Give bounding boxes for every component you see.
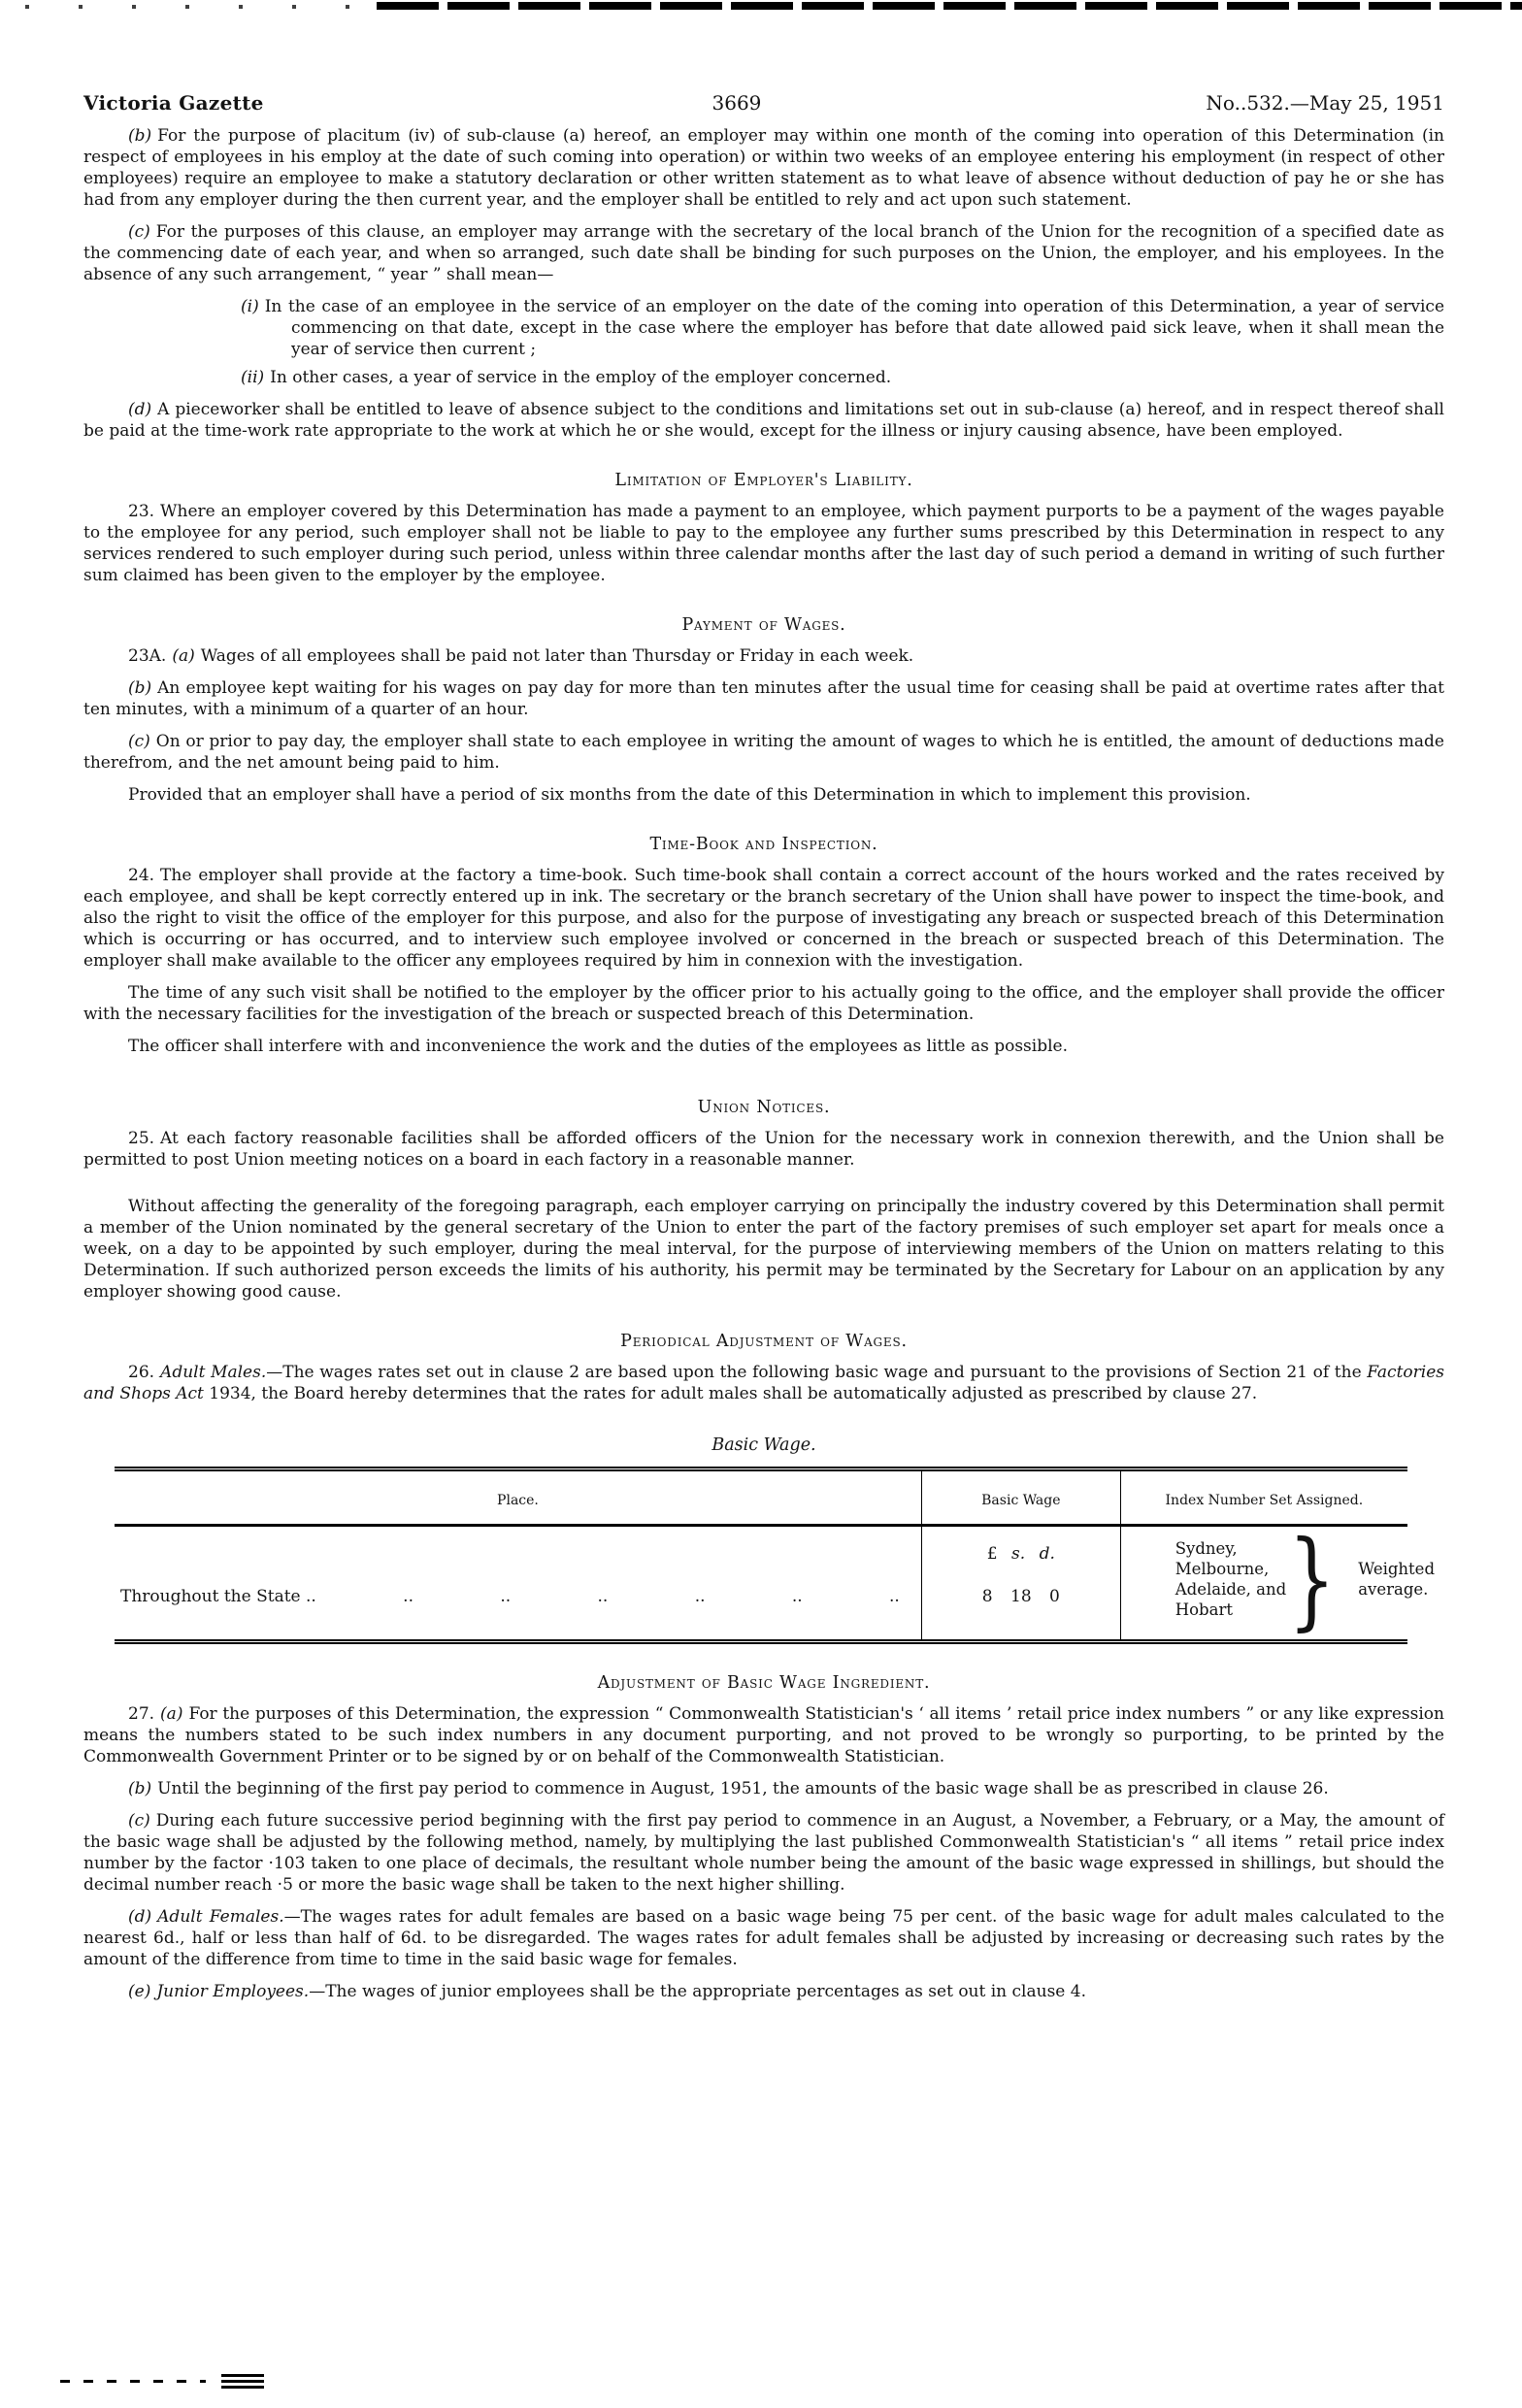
column-header-index-number: Index Number Set Assigned.: [1120, 1469, 1407, 1526]
clause-text: An employee kept waiting for his wages on pay day for more than ten minutes after the usual time for ceasing shall be paid at overtime rates after that ten minutes, with a minimum of a quarter of an hour.: [83, 678, 1444, 719]
clause-text: For the purpose of placitum (iv) of sub-clause (a) hereof, an employer may within one month of the coming into operation of this Determination (in respect of employees in his employ at the date of such coming into operation) or within two weeks of an employee entering his employment (in respect of other employees) require an employee to make a statutory declaration or other written statement as to what leave of absence without deduction of pay he or she has had from any employer during the then current year, and the employer shall be entitled to rely and act upon such statement.: [83, 126, 1444, 210]
clause-number: 23.: [128, 502, 155, 521]
clause-26: [83, 1362, 1444, 1404]
clause-label: (a): [160, 1704, 183, 1724]
place-value-with-leaders: [120, 1587, 915, 1606]
clause-text: The time of any such visit shall be notified to the employer by the officer prior to his actually going to the office, and the employer shall provide the officer with the necessary facilities for the investigation of the breach or suspected breach of this Determination.: [83, 983, 1444, 1024]
clause-b: [83, 125, 1444, 211]
city: Melbourne,: [1175, 1560, 1270, 1578]
clause-text: The officer shall interfere with and inconvenience the work and the duties of the employees as little as possible.: [128, 1037, 1069, 1056]
clause-c: [83, 221, 1444, 285]
clause-number: 24.: [128, 866, 155, 885]
dot-leader: ..: [791, 1587, 803, 1606]
subclause-i: [241, 296, 1444, 360]
clause-text: Without affecting the generality of the foregoing paragraph, each employer carrying on principally the industry covered by this Determination shall permit a member of the Union nominated by the general secretary of the Union to enter the part of the factory premises of such employer set apart for meals once a week, on a day to be appointed by such employer, during the meal interval, for the purpose of interviewing members of the Union on matters relating to this Determination. If such authorized person exceeds the limits of his authority, his permit may be terminated by the Secretary for Labour on an application by any employer showing good cause.: [83, 1197, 1444, 1302]
clause-text: Provided that an employer shall have a period of six months from the date of this Determination in which to implement this provision.: [128, 785, 1251, 805]
city: Adelaide, and: [1175, 1580, 1287, 1599]
gazette-title: Victoria Gazette: [83, 91, 264, 115]
clause-lead-italic: Adult Females.: [157, 1907, 284, 1927]
index-number-content: [1127, 1517, 1436, 1641]
section-heading-union: Union Notices.: [697, 1098, 831, 1117]
page-header: [83, 0, 1444, 115]
clause-label: (e): [128, 1982, 151, 2001]
clause-text: A pieceworker shall be entitled to leave of absence subject to the conditions and limitations set out in sub-clause (a) hereof, and in respect thereof shall be paid at the time-work rate appropriate to the work at which he or she would, except for the illness or injury causing absence, have been employed.: [83, 400, 1444, 441]
city-list: [1175, 1538, 1286, 1620]
cell-index-number: [1120, 1517, 1436, 1642]
scan-artifact-bottom-hatch: [221, 2372, 264, 2389]
city: Sydney,: [1175, 1539, 1238, 1558]
clause-27b: [83, 1778, 1444, 1799]
dot-leader: ..: [889, 1587, 900, 1606]
clause-label: (c): [128, 1811, 150, 1831]
clause-label: (i): [241, 297, 259, 316]
clause-text: Wages of all employees shall be paid not later than Thursday or Friday in each week.: [200, 646, 914, 666]
city: Hobart: [1175, 1600, 1233, 1619]
clause-number: 26.: [128, 1363, 155, 1382]
section-heading-timebook: Time-Book and Inspection.: [649, 835, 878, 854]
pence-symbol: d.: [1039, 1544, 1055, 1564]
column-header-basic-wage: Basic Wage: [921, 1469, 1120, 1526]
clause-text: Where an employer covered by this Determination has made a payment to an employee, which payment purports to be a payment of the wages payable to the employee for any period, such employer shall not be liable to pay to the employee any further sums prescribed by this Determination in respect to any services rendered to such employer during such period, unless within three calendar months after the last day of such period a demand in writing of such further sum claimed has been given to the employer by the employee.: [83, 502, 1444, 585]
wage-amount: 8 18 0: [981, 1587, 1060, 1606]
cell-basic-wage: [921, 1526, 1120, 1642]
clause-number: 27.: [128, 1704, 155, 1724]
brace-icon: }: [1288, 1517, 1337, 1641]
column-header-place: Place.: [115, 1469, 921, 1526]
clause-label: (a): [172, 646, 195, 666]
clause-text: —The wages of junior employees shall be the appropriate percentages as set out in clause 4.: [309, 1982, 1086, 2001]
dot-leader: ..: [694, 1587, 706, 1606]
table-row: [115, 1526, 1407, 1642]
clause-proviso: [83, 784, 1444, 806]
subclause-ii: [241, 367, 1444, 388]
basic-wage-table: [115, 1467, 1436, 1644]
place-value: Throughout the State ..: [120, 1587, 316, 1606]
scan-artifact-top: [377, 2, 1522, 10]
clause-number: 23A.: [128, 646, 167, 666]
clause-23a-c: [83, 731, 1444, 774]
act-title-italic: Factories and Shops Act: [83, 1363, 1444, 1403]
clause-text: During each future successive period beginning with the first pay period to commence in an August, a November, a February, or a May, the amount of the basic wage shall be adjusted by the following method, namely, by multiplying the last published Commonwealth Statistician's “ all items ” retail price index number by the factor ·103 taken to one place of decimals, the resultant whole number being the amount of the basic wage expressed in shillings, but should the decimal number reach ·5 or more the basic wage shall be taken to the next higher shilling.: [83, 1811, 1444, 1895]
section-heading-adjustment: Adjustment of Basic Wage Ingredient.: [597, 1673, 931, 1693]
clause-23a-a: [83, 645, 1444, 667]
weighted-average-label: Weighted average.: [1358, 1560, 1436, 1599]
page-number: 3669: [711, 91, 762, 115]
clause-label: (b): [128, 126, 152, 146]
section-heading-payment: Payment of Wages.: [681, 615, 846, 635]
clause-d: [83, 399, 1444, 442]
section-heading-periodical: Periodical Adjustment of Wages.: [620, 1332, 908, 1351]
shillings-symbol: s.: [1011, 1544, 1026, 1564]
clause-label: (d): [128, 400, 152, 419]
pound-symbol: £: [986, 1544, 998, 1564]
clause-25: [83, 1128, 1444, 1171]
issue-reference: No..532.—May 25, 1951: [1206, 91, 1444, 115]
clause-text: —The wages rates set out in clause 2 are based upon the following basic wage and pursuant to the provisions of Section 21 of the: [266, 1363, 1368, 1382]
clause-text: On or prior to pay day, the employer shall state to each employee in writing the amount of wages to which he is entitled, the amount of deductions made therefrom, and the net amount being paid to him.: [83, 732, 1444, 773]
clause-27e: [83, 1981, 1444, 2002]
clause-text: The employer shall provide at the factory a time-book. Such time-book shall contain a correct account of the hours worked and the rates received by each employee, and shall be kept correctly entered up in ink. The secretary or the branch secretary of the Union shall have power to inspect the time-book, and also the right to visit the office of the employer for this purpose, and also for the purpose of investigating any breach or suspected breach of this Determination which is occurring or has occurred, and to interview such employee involved or concerned in the breach or suspected breach of this Determination. The employer shall make available to the officer any employees required by him in connexion with the investigation.: [83, 866, 1444, 971]
clause-text: 1934, the Board hereby determines that the rates for adult males shall be automatically adjusted as prescribed by clause 27.: [203, 1384, 1258, 1403]
clause-visit: [83, 982, 1444, 1025]
currency-units: [928, 1544, 1114, 1564]
clause-label: (d): [128, 1907, 152, 1927]
clause-label: (ii): [241, 368, 265, 387]
dot-leader: ..: [403, 1587, 414, 1606]
clause-text: For the purposes of this Determination, the expression “ Commonwealth Statistician's ‘ all items ’ retail price index numbers ” or any like expression means the numbers stated to be such index numbers in any document purporting, and not proved to be wrongly so purporting, to be printed by the Commonwealth Government Printer or to be signed by or on behalf of the Commonwealth Statistician.: [83, 1704, 1444, 1766]
clause-text: —The wages rates for adult females are based on a basic wage being 75 per cent. of the basic wage for adult males calculated to the nearest 6d., half or less than half of 6d. to be disregarded. The wages rates for adult females shall be adjusted by increasing or decreasing such rates by the amount of the difference from time to time in the said basic wage for females.: [83, 1907, 1444, 1969]
clause-interfere: [83, 1036, 1444, 1057]
clause-lead-italic: Adult Males.: [160, 1363, 267, 1382]
clause-without-affecting: [83, 1196, 1444, 1303]
table-header-row: [115, 1469, 1407, 1526]
clause-label: (c): [128, 222, 150, 242]
clause-24: [83, 865, 1444, 972]
clause-number: 25.: [128, 1129, 155, 1148]
dot-leader: ..: [597, 1587, 609, 1606]
clause-label: (b): [128, 678, 152, 698]
clause-text: At each factory reasonable facilities shall be afforded officers of the Union for the necessary work in connexion therewith, and the Union shall be permitted to post Union meeting notices on a board in each factory in a reasonable manner.: [83, 1129, 1444, 1170]
clause-27d: [83, 1906, 1444, 1970]
scan-artifact-top-specks: [25, 5, 355, 9]
clause-text: Until the beginning of the first pay period to commence in August, 1951, the amounts of the basic wage shall be as prescribed in clause 26.: [157, 1779, 1329, 1798]
scan-artifact-bottom-dashes: [60, 2380, 206, 2383]
table-title-basic-wage: Basic Wage.: [711, 1435, 816, 1455]
section-heading-limitation: Limitation of Employer's Liability.: [614, 471, 913, 490]
clause-text: For the purposes of this clause, an employer may arrange with the secretary of the local branch of the Union for the recognition of a specified date as the commencing date of each year, and when so arranged, such date shall be binding for such purposes on the Union, the employer, and his employees. In the absence of any such arrangement, “ year ” shall mean—: [83, 222, 1444, 284]
clause-27a: [83, 1703, 1444, 1767]
clause-text: In the case of an employee in the service of an employer on the date of the coming into operation of this Determination, a year of service commencing on that date, except in the case where the employer has before that date allowed paid sick leave, when it shall mean the year of service then current ;: [264, 297, 1444, 359]
clause-text: In other cases, a year of service in the employ of the employer concerned.: [270, 368, 892, 387]
clause-lead-italic: Junior Employees.: [156, 1982, 310, 2001]
clause-label: (c): [128, 732, 150, 751]
cell-place: [115, 1526, 921, 1642]
clause-23: [83, 501, 1444, 586]
clause-23a-b: [83, 677, 1444, 720]
clause-27c: [83, 1810, 1444, 1896]
dot-leader: ..: [500, 1587, 512, 1606]
clause-label: (b): [128, 1779, 152, 1798]
